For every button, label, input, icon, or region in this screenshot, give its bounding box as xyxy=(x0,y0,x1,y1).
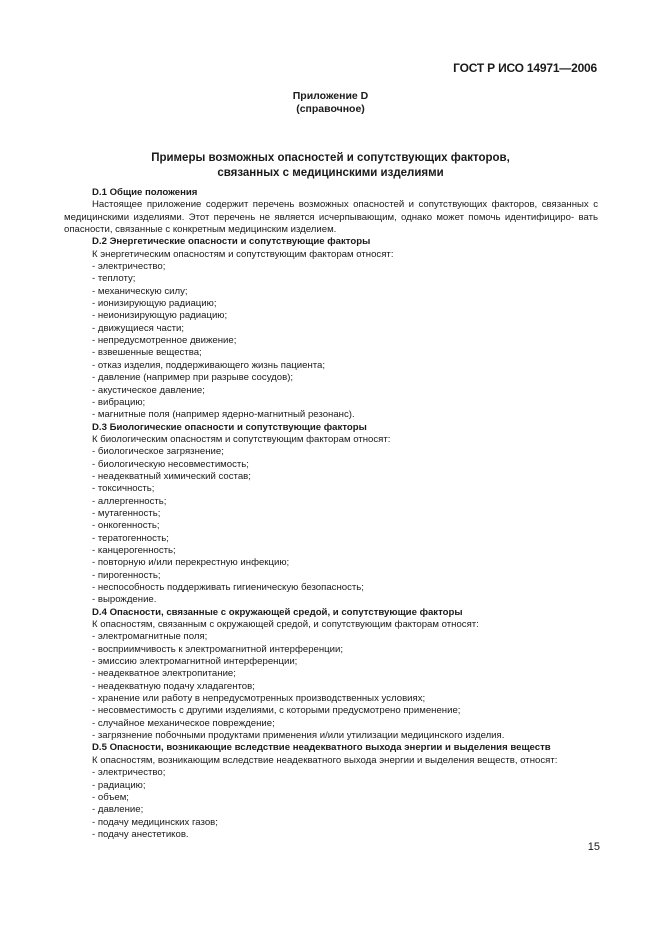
list-item: - взвешенные вещества; xyxy=(92,347,202,359)
section-heading-d5: D.5 Опасности, возникающие вследствие неадекватного выхода энергии и выделения веществ xyxy=(92,742,551,754)
list-item: - неспособность поддерживать гигиеническую безопасность; xyxy=(92,582,364,593)
section-heading-d3: D.3 Биологические опасности и сопутствующие факторы xyxy=(92,421,367,433)
section-d1-paragraph xyxy=(64,199,598,236)
list-item: - неадекватную подачу хладагентов; xyxy=(92,680,255,692)
section-heading-d2: D.2 Энергетические опасности и сопутствующие факторы xyxy=(92,236,371,248)
list-item: - электричество; xyxy=(92,261,166,273)
list-item: - восприимчивость к электромагнитной интерференции; xyxy=(92,643,344,655)
paragraph-line: вать опасности, связанные с конкретным медицинским изделием. xyxy=(64,211,598,236)
list-item: - электричество; xyxy=(92,767,166,779)
list-item: - повторную и/или перекрестную инфекцию; xyxy=(92,557,290,569)
list-item: - объем; xyxy=(92,791,129,803)
document-title-line-2: связанных с медицинскими изделиями xyxy=(217,167,444,179)
section-d2-intro: К энергетическим опасностям и сопутствующим факторам относят: xyxy=(92,248,394,260)
list-item: - механическую силу; xyxy=(92,285,188,297)
doc-code-header: ГОСТ Р ИСО 14971—2006 xyxy=(453,61,597,75)
section-d5-intro: К опасностям, возникающим вследствие неадекватного выхода энергии и выделения веществ, относят: xyxy=(92,754,558,766)
list-item: - онкогенность; xyxy=(92,520,160,532)
list-item: - биологическую несовместимость; xyxy=(92,458,249,470)
list-item: - загрязнение побочными продуктами применения и/или утилизации медицинского изделия. xyxy=(92,730,505,742)
list-item: - хранение или работу в непредусмотренных производственных условиях; xyxy=(92,693,426,705)
list-item: - ионизирующую радиацию; xyxy=(92,298,217,310)
list-item: - движущиеся части; xyxy=(92,322,185,334)
list-item: - непредусмотренное движение; xyxy=(92,335,237,347)
paragraph-line: с медицинскими изделиями. Этот перечень не является исчерпывающим, однако может помочь идентифициро- xyxy=(64,199,598,223)
list-item: - неадекватный химический состав; xyxy=(92,470,251,482)
list-item: - канцерогенность; xyxy=(92,544,176,556)
list-item: - аллергенность; xyxy=(92,495,167,507)
document-title-line-1: Примеры возможных опасностей и сопутствующих факторов, xyxy=(151,152,510,164)
list-item: - эмиссию электромагнитной интерференции; xyxy=(92,656,298,668)
list-item: - радиацию; xyxy=(92,779,146,791)
section-heading-d4: D.4 Опасности, связанные с окружающей средой, и сопутствующие факторы xyxy=(92,606,463,618)
document-body xyxy=(64,187,598,841)
list-item: - вырождение. xyxy=(92,594,157,606)
list-item: - электромагнитные поля; xyxy=(92,631,208,643)
list-item: - теплоту; xyxy=(92,273,136,285)
list-item: - давление; xyxy=(92,804,144,816)
document-title xyxy=(0,151,661,181)
list-item: - биологическое загрязнение; xyxy=(92,446,224,458)
list-item: - подачу анестетиков. xyxy=(92,828,189,840)
list-item: - акустическое давление; xyxy=(92,384,205,396)
paragraph-line: Настоящее приложение содержит перечень возможных опасностей и сопутствующих факторов, связанных xyxy=(92,199,589,211)
list-item: - мутагенность; xyxy=(92,507,161,519)
list-item: - токсичность; xyxy=(92,483,155,495)
list-item: - давление (например при разрыве сосудов); xyxy=(92,372,294,384)
page-number: 15 xyxy=(587,841,600,853)
section-d4-intro: К опасностям, связанным с окружающей средой, и сопутствующим факторам относят: xyxy=(92,619,479,631)
section-d3-intro: К биологическим опасностям и сопутствующим факторам относят: xyxy=(92,433,391,445)
list-item: - случайное механическое повреждение; xyxy=(92,717,275,729)
list-item: - несовместимость с другими изделиями, с которыми предусмотрено применение; xyxy=(92,705,461,717)
appendix-heading xyxy=(0,90,661,116)
list-item: - вибрацию; xyxy=(92,396,146,408)
list-item: - тератогенность; xyxy=(92,532,169,544)
list-item: - пирогенность; xyxy=(92,569,161,581)
list-item: - подачу медицинских газов; xyxy=(92,816,218,828)
section-heading-d1: D.1 Общие положения xyxy=(92,187,198,198)
list-item: - неадекватное электропитание; xyxy=(92,668,236,680)
list-item: - отказ изделия, поддерживающего жизнь пациента; xyxy=(92,359,326,371)
appendix-subtitle: (справочное) xyxy=(296,103,365,115)
list-item: - магнитные поля (например ядерно-магнитный резонанс). xyxy=(92,409,355,421)
appendix-title: Приложение D xyxy=(292,90,369,102)
list-item: - неионизирующую радиацию; xyxy=(92,310,228,322)
